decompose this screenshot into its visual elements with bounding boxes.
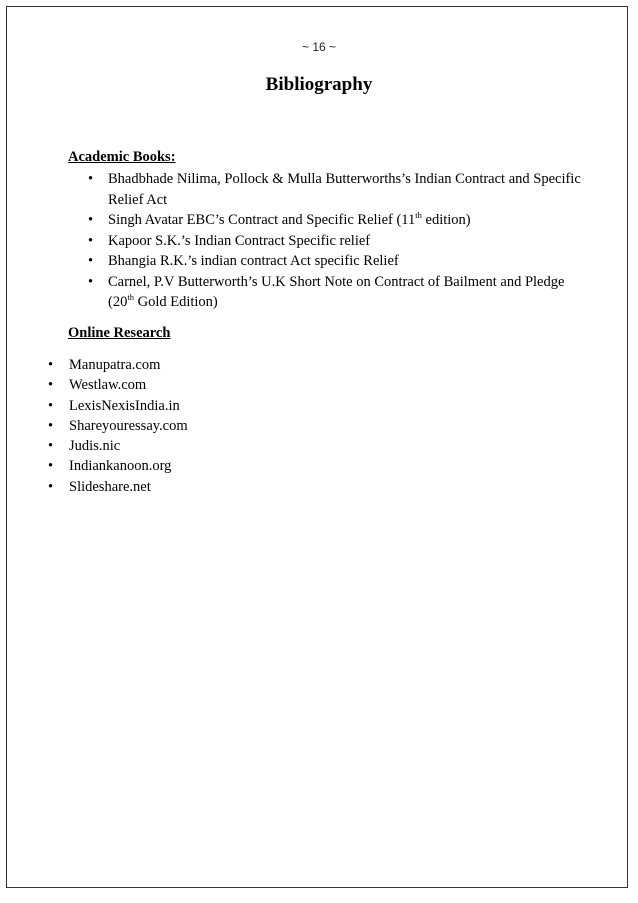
book-entry-text-suffix: Gold Edition) bbox=[133, 294, 218, 310]
bullet-icon: • bbox=[88, 171, 94, 187]
academic-books-heading: Academic Books: bbox=[68, 149, 176, 165]
book-entry-text: Bhangia R.K.’s indian contract Act specific Relief bbox=[108, 253, 399, 269]
site-entry-text: Judis.nic bbox=[69, 438, 121, 455]
page-number: ~ 16 ~ bbox=[301, 40, 337, 54]
book-entry-text: Bhadbhade Nilima, Pollock & Mulla Butterworths’s Indian Contract and Specific Relief Act bbox=[108, 171, 581, 208]
bullet-icon: • bbox=[48, 478, 54, 495]
site-entry-text: LexisNexisIndia.in bbox=[69, 397, 180, 414]
book-entry-text-line2: (20 bbox=[108, 294, 128, 310]
ordinal-superscript: th bbox=[415, 210, 422, 221]
site-entry-text: Slideshare.net bbox=[69, 478, 151, 495]
list-item bbox=[88, 210, 608, 231]
book-entry-text: Singh Avatar EBC’s Contract and Specific Relief (11 bbox=[108, 212, 416, 228]
book-entry-text-suffix: edition) bbox=[421, 212, 471, 228]
list-item bbox=[48, 355, 448, 375]
bullet-icon: • bbox=[88, 273, 94, 290]
site-entry-text: Indiankanoon.org bbox=[69, 458, 172, 475]
bullet-icon: • bbox=[88, 253, 94, 269]
list-item bbox=[48, 375, 448, 395]
bullet-icon: • bbox=[48, 397, 54, 414]
bullet-icon: • bbox=[48, 438, 54, 455]
page-title-text: Bibliography bbox=[265, 74, 373, 95]
book-entry-text: Carnel, P.V Butterworth’s U.K Short Note on Contract of Bailment and Pledge bbox=[108, 273, 565, 290]
list-item bbox=[48, 477, 448, 497]
bullet-icon: • bbox=[48, 377, 54, 394]
list-item bbox=[48, 456, 448, 476]
bullet-icon: • bbox=[88, 232, 94, 249]
online-research-list bbox=[48, 355, 448, 497]
list-item bbox=[88, 169, 608, 210]
list-item bbox=[88, 272, 608, 313]
bullet-icon: • bbox=[48, 417, 54, 434]
academic-books-list bbox=[88, 169, 608, 313]
list-item bbox=[48, 436, 448, 456]
list-item bbox=[48, 416, 448, 436]
bullet-icon: • bbox=[48, 458, 54, 475]
online-research-heading: Online Research bbox=[68, 325, 171, 341]
list-item bbox=[48, 396, 448, 416]
book-entry-text: Kapoor S.K.’s Indian Contract Specific relief bbox=[108, 232, 371, 249]
ordinal-superscript: th bbox=[127, 292, 134, 303]
list-item bbox=[88, 251, 608, 272]
list-item bbox=[88, 231, 608, 252]
page-title bbox=[0, 74, 638, 96]
bullet-icon: • bbox=[48, 357, 54, 373]
site-entry-text: Shareyouressay.com bbox=[69, 417, 188, 434]
site-entry-text: Manupatra.com bbox=[69, 357, 161, 373]
site-entry-text: Westlaw.com bbox=[69, 377, 147, 394]
bullet-icon: • bbox=[88, 212, 94, 228]
